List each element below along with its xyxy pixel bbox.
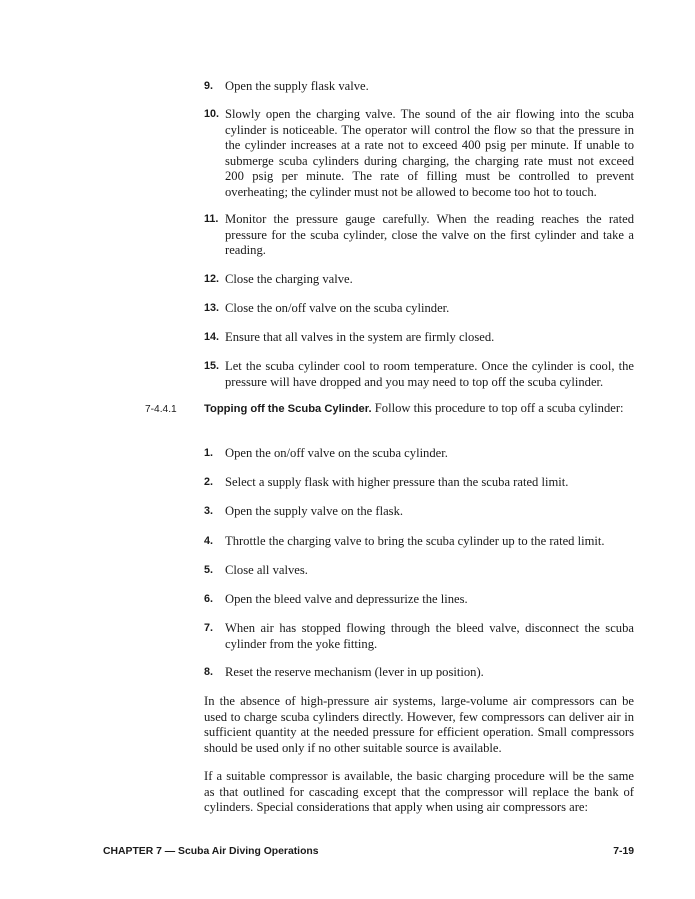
step-number: 11. [204, 213, 219, 225]
section-body [204, 401, 634, 418]
step-number: 15. [204, 360, 220, 372]
step-text: Open the supply flask valve. [225, 79, 369, 93]
step-text: Ensure that all valves in the system are firmly closed. [225, 330, 495, 344]
step-text: Select a supply flask with higher pressure than the scuba rated limit. [225, 475, 569, 489]
step-number: 3. [204, 505, 214, 517]
step-number: 4. [204, 535, 214, 547]
section-title: Topping off the Scuba Cylinder. [204, 403, 372, 415]
step-number: 12. [204, 273, 220, 285]
body-paragraph: In the absence of high-pressure air systems, large-volume air compressors can be used to charge scuba cylinders directly. However, few compressors can deliver air in sufficient quantity at the needed pressure for efficient operation. Small compressors should be used only if no other suitable source is available. [204, 694, 634, 755]
step-number: 10. [204, 108, 220, 120]
step-number: 14. [204, 331, 220, 343]
step-number: 2. [204, 476, 214, 488]
step-item [204, 359, 634, 390]
step-item [204, 665, 634, 681]
section-block [145, 401, 634, 418]
step-item [204, 272, 634, 288]
step-number: 1. [204, 447, 214, 459]
step-text: Let the scuba cylinder cool to room temperature. Once the cylinder is cool, the pressure will have dropped and you may need to top off the scuba cylinder. [225, 359, 634, 389]
step-number: 9. [204, 80, 214, 92]
step-item [204, 563, 634, 579]
step-item [204, 475, 634, 491]
step-number: 7. [204, 622, 214, 634]
step-item [204, 212, 634, 259]
step-item [204, 504, 634, 520]
step-item [204, 534, 634, 550]
footer-page-number: 7-19 [613, 846, 634, 857]
step-text: Open the on/off valve on the scuba cylinder. [225, 446, 448, 460]
step-item [204, 107, 634, 201]
body-paragraph: If a suitable compressor is available, the basic charging procedure will be the same as that outlined for cascading except that the compressor will replace the bank of cylinders. Special considerations that apply when using air compressors are: [204, 769, 634, 815]
step-text: Close the on/off valve on the scuba cylinder. [225, 301, 450, 315]
step-text: Throttle the charging valve to bring the scuba cylinder up to the rated limit. [225, 534, 605, 548]
section-number: 7-4.4.1 [145, 404, 177, 415]
footer-chapter-title: CHAPTER 7 — Scuba Air Diving Operations [103, 846, 319, 857]
step-text: Reset the reserve mechanism (lever in up position). [225, 665, 484, 679]
step-number: 13. [204, 302, 220, 314]
step-text: Close the charging valve. [225, 272, 353, 286]
step-item [204, 621, 634, 652]
step-text: Open the supply valve on the flask. [225, 504, 404, 518]
step-item [204, 330, 634, 346]
step-number: 5. [204, 564, 214, 576]
step-number: 6. [204, 593, 214, 605]
step-text: Open the bleed valve and depressurize the lines. [225, 592, 468, 606]
step-text: Close all valves. [225, 563, 308, 577]
step-text: Slowly open the charging valve. The sound of the air flowing into the scuba cylinder is noticeable. The operator will control the flow so that the pressure in the cylinder increases at a rate not to exceed 400 psig per minute. If unable to submerge scuba cylinders during charging, the charging rate must not exceed 200 psig per minute. The rate of filling must be controlled to prevent overheating; the cylinder must not be allowed to become too hot to touch. [225, 107, 634, 199]
step-item [204, 79, 634, 95]
step-item [204, 446, 634, 462]
step-item [204, 301, 634, 317]
section-text: Follow this procedure to top off a scuba cylinder: [374, 401, 624, 415]
step-number: 8. [204, 666, 214, 678]
step-text: Monitor the pressure gauge carefully. When the reading reaches the rated pressure for the scuba cylinder, close the valve on the first cylinder and take a reading. [225, 212, 634, 258]
step-text: When air has stopped flowing through the bleed valve, disconnect the scuba cylinder from the yoke fitting. [225, 621, 634, 651]
step-item [204, 592, 634, 608]
